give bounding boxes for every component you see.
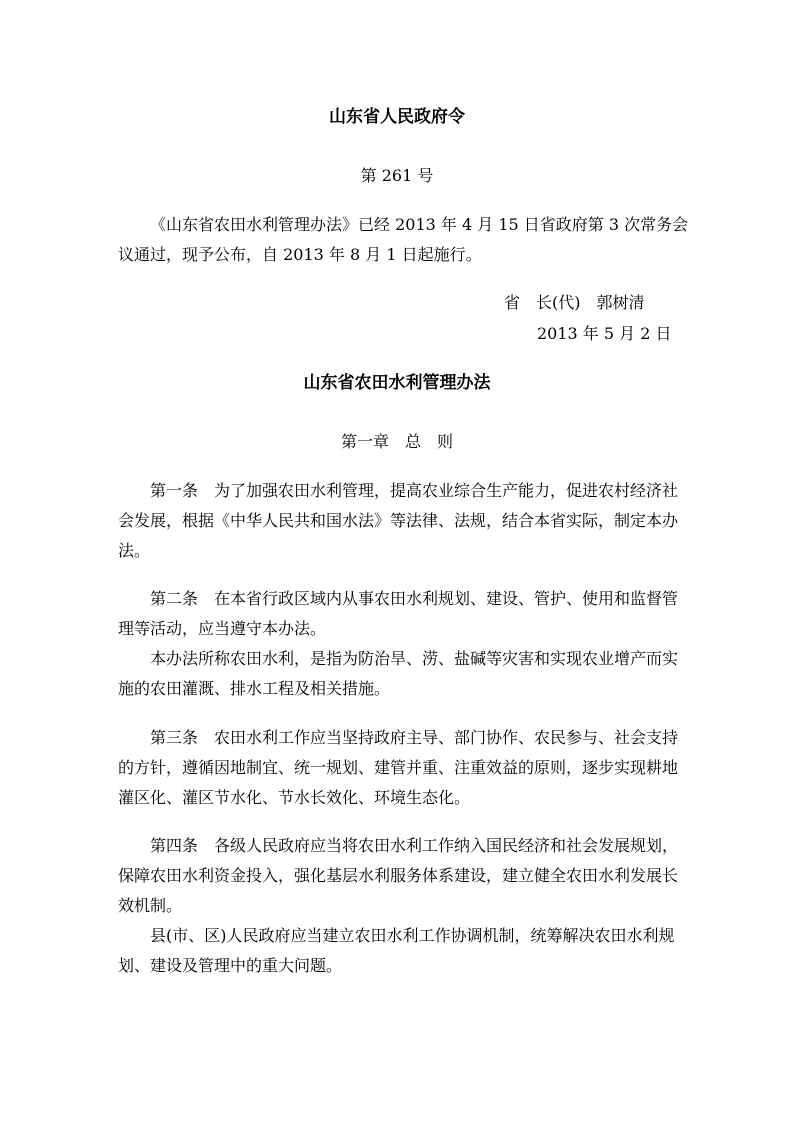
article-2-line: 本办法所称农田水利，是指为防治旱、涝、盐碱等灾害和实现农业增产而实 <box>150 649 679 668</box>
article-3-line: 的方针，遵循因地制宜、统一规划、建管并重、注重效益的原则，逐步实现耕地 <box>118 758 679 777</box>
order-title: 山东省人民政府令 <box>329 107 465 127</box>
article-1-line: 第一条 为了加强农田水利管理，提高农业综合生产能力，促进农村经济社 <box>150 481 679 500</box>
regulation-title: 山东省农田水利管理办法 <box>303 373 491 393</box>
order-signature: 省 长(代) 郭树清 <box>504 293 645 312</box>
article-3-line: 第三条 农田水利工作应当坚持政府主导、部门协作、农民参与、社会支持 <box>150 728 679 747</box>
article-4-line: 第四条 各级人民政府应当将农田水利工作纳入国民经济和社会发展规划， <box>150 836 679 855</box>
article-3-line: 灌区化、灌区节水化、节水长效化、环境生态化。 <box>118 788 471 807</box>
article-2-line: 施的农田灌溉、排水工程及相关措施。 <box>118 679 391 698</box>
article-2-line: 理等活动，应当遵守本办法。 <box>118 619 327 638</box>
article-4-line: 保障农田水利资金投入，强化基层水利服务体系建设，建立健全农田水利发展长 <box>118 866 679 885</box>
order-date: 2013 年 5 月 2 日 <box>537 324 672 343</box>
order-text-line: 《山东省农田水利管理办法》已经 2013 年 4 月 15 日省政府第 3 次常务会 <box>150 215 689 234</box>
chapter-heading: 第一章 总 则 <box>340 432 453 451</box>
article-4-line: 县(市、区)人民政府应当建立农田水利工作协调机制，统筹解决农田水利规 <box>150 926 675 945</box>
article-4-line: 划、建设及管理中的重大问题。 <box>118 956 343 975</box>
order-text-line: 议通过，现予公布，自 2013 年 8 月 1 日起施行。 <box>118 245 482 264</box>
article-2-line: 第二条 在本省行政区域内从事农田水利规划、建设、管护、使用和监督管 <box>150 589 679 608</box>
article-4-line: 效机制。 <box>118 896 183 915</box>
order-number: 第 261 号 <box>360 166 434 185</box>
article-1-line: 会发展，根据《中华人民共和国水法》等法律、法规，结合本省实际，制定本办 <box>118 511 679 530</box>
article-1-line: 法。 <box>118 541 151 560</box>
